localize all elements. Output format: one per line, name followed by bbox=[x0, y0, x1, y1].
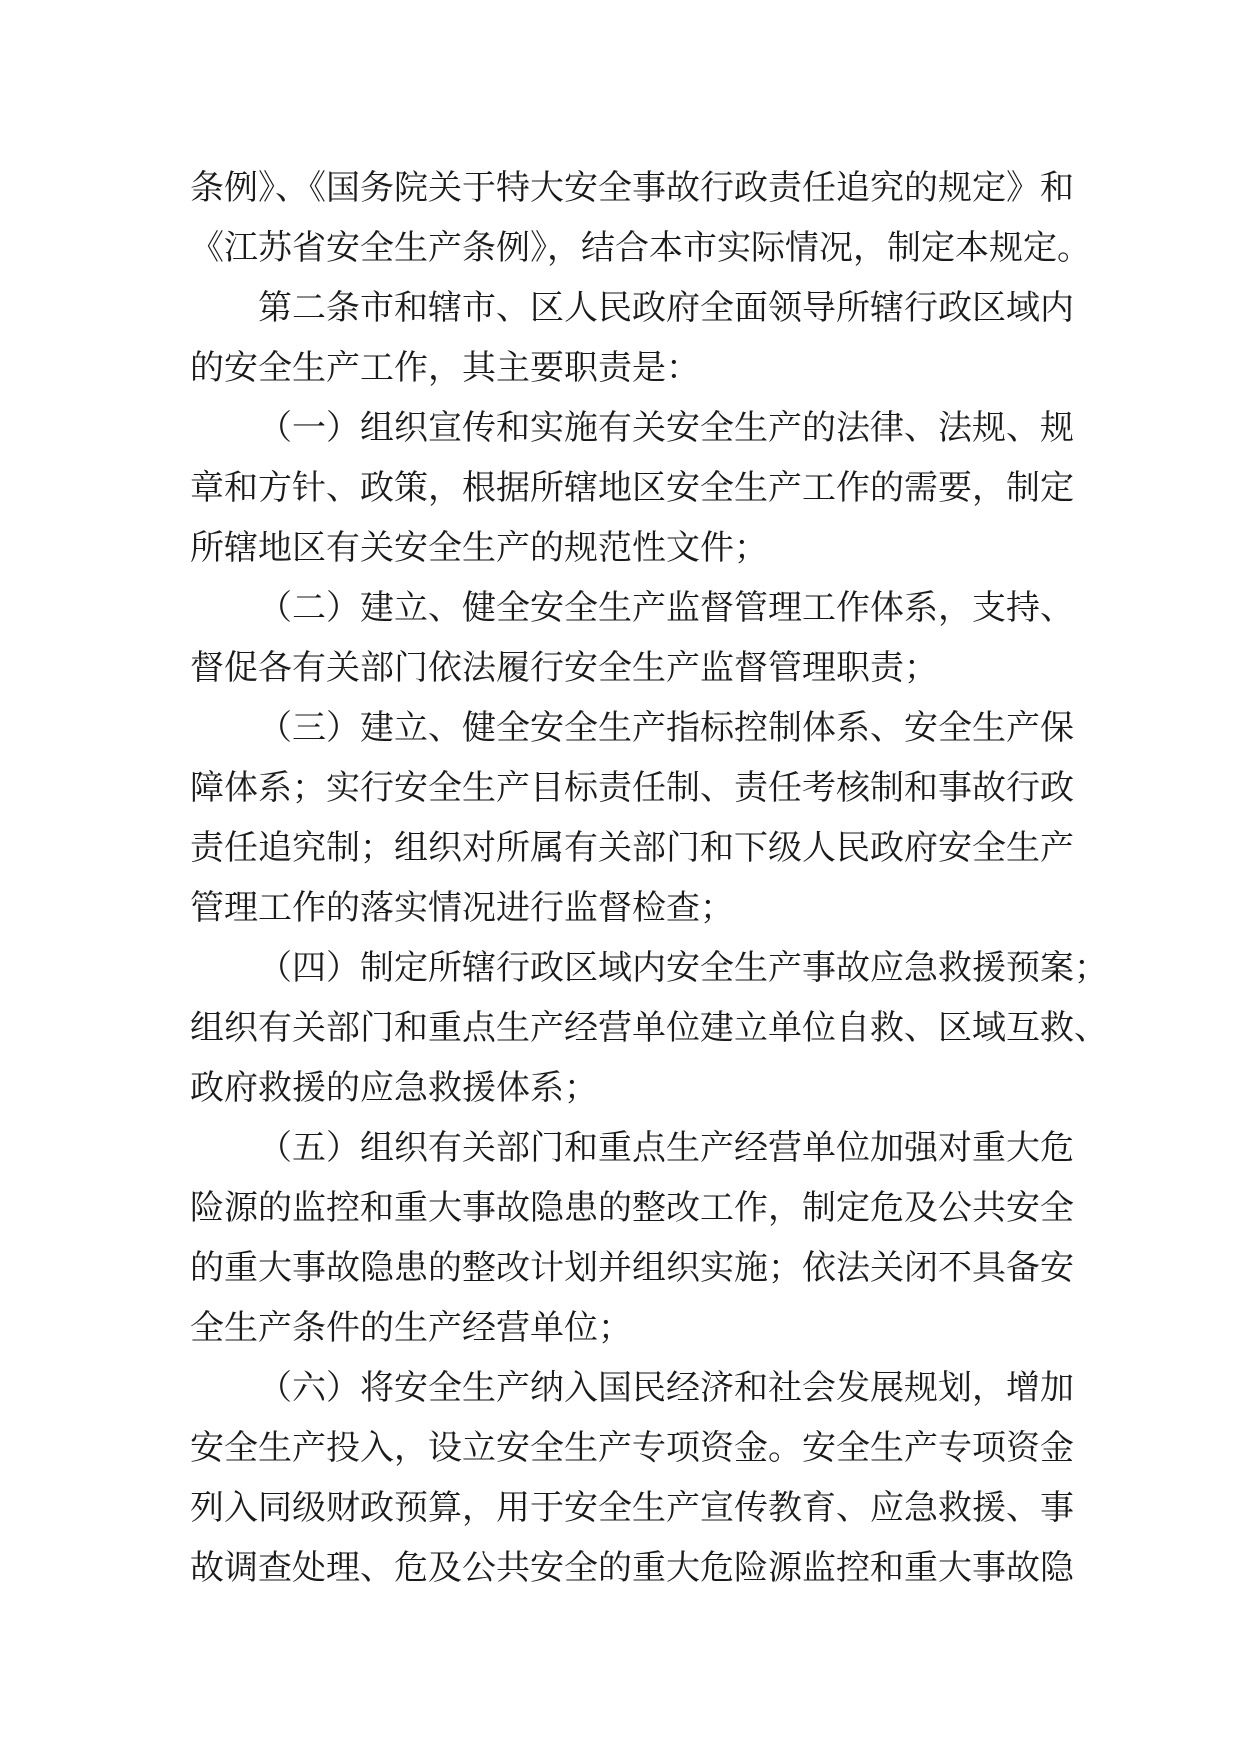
text-line: 的安全生产工作，其主要职责是： bbox=[190, 348, 700, 388]
paragraph-start-line: （六）将安全生产纳入国民经济和社会发展规划，增加 bbox=[258, 1368, 1074, 1408]
text-line: 全生产条件的生产经营单位； bbox=[190, 1308, 632, 1348]
paragraph-start-line: （二）建立、健全安全生产监督管理工作体系，支持、 bbox=[258, 588, 1074, 628]
text-line: 条例》、《国务院关于特大安全事故行政责任追究的规定》和 bbox=[190, 168, 1074, 208]
text-line: 列入同级财政预算，用于安全生产宣传教育、应急救援、事 bbox=[190, 1488, 1074, 1528]
text-line: 险源的监控和重大事故隐患的整改工作，制定危及公共安全 bbox=[190, 1188, 1074, 1228]
text-line: 责任追究制；组织对所属有关部门和下级人民政府安全生产 bbox=[190, 828, 1074, 868]
paragraph-start-line: （一）组织宣传和实施有关安全生产的法律、法规、规 bbox=[258, 408, 1074, 448]
text-line: 政府救援的应急救援体系； bbox=[190, 1068, 598, 1108]
text-line: 组织有关部门和重点生产经营单位建立单位自救、区域互救、 bbox=[190, 1008, 1108, 1048]
text-line: 安全生产投入，设立安全生产专项资金。安全生产专项资金 bbox=[190, 1428, 1074, 1468]
paragraph-start-line: （三）建立、健全安全生产指标控制体系、安全生产保 bbox=[258, 708, 1074, 748]
text-line: 督促各有关部门依法履行安全生产监督管理职责； bbox=[190, 648, 938, 688]
text-line: 障体系；实行安全生产目标责任制、责任考核制和事故行政 bbox=[190, 768, 1074, 808]
text-line: 管理工作的落实情况进行监督检查； bbox=[190, 888, 734, 928]
paragraph-start-line: （五）组织有关部门和重点生产经营单位加强对重大危 bbox=[258, 1128, 1074, 1168]
text-line: 故调查处理、危及公共安全的重大危险源监控和重大事故隐 bbox=[190, 1548, 1074, 1588]
paragraph-start-line: 第二条市和辖市、区人民政府全面领导所辖行政区域内 bbox=[258, 288, 1074, 328]
text-line: 所辖地区有关安全生产的规范性文件； bbox=[190, 528, 768, 568]
document-body bbox=[190, 158, 1108, 1598]
text-line: 《江苏省安全生产条例》，结合本市实际情况，制定本规定。 bbox=[190, 228, 1091, 268]
paragraph-start-line: （四）制定所辖行政区域内安全生产事故应急救援预案； bbox=[258, 948, 1108, 988]
text-line: 的重大事故隐患的整改计划并组织实施；依法关闭不具备安 bbox=[190, 1248, 1074, 1288]
text-line: 章和方针、政策，根据所辖地区安全生产工作的需要，制定 bbox=[190, 468, 1074, 508]
